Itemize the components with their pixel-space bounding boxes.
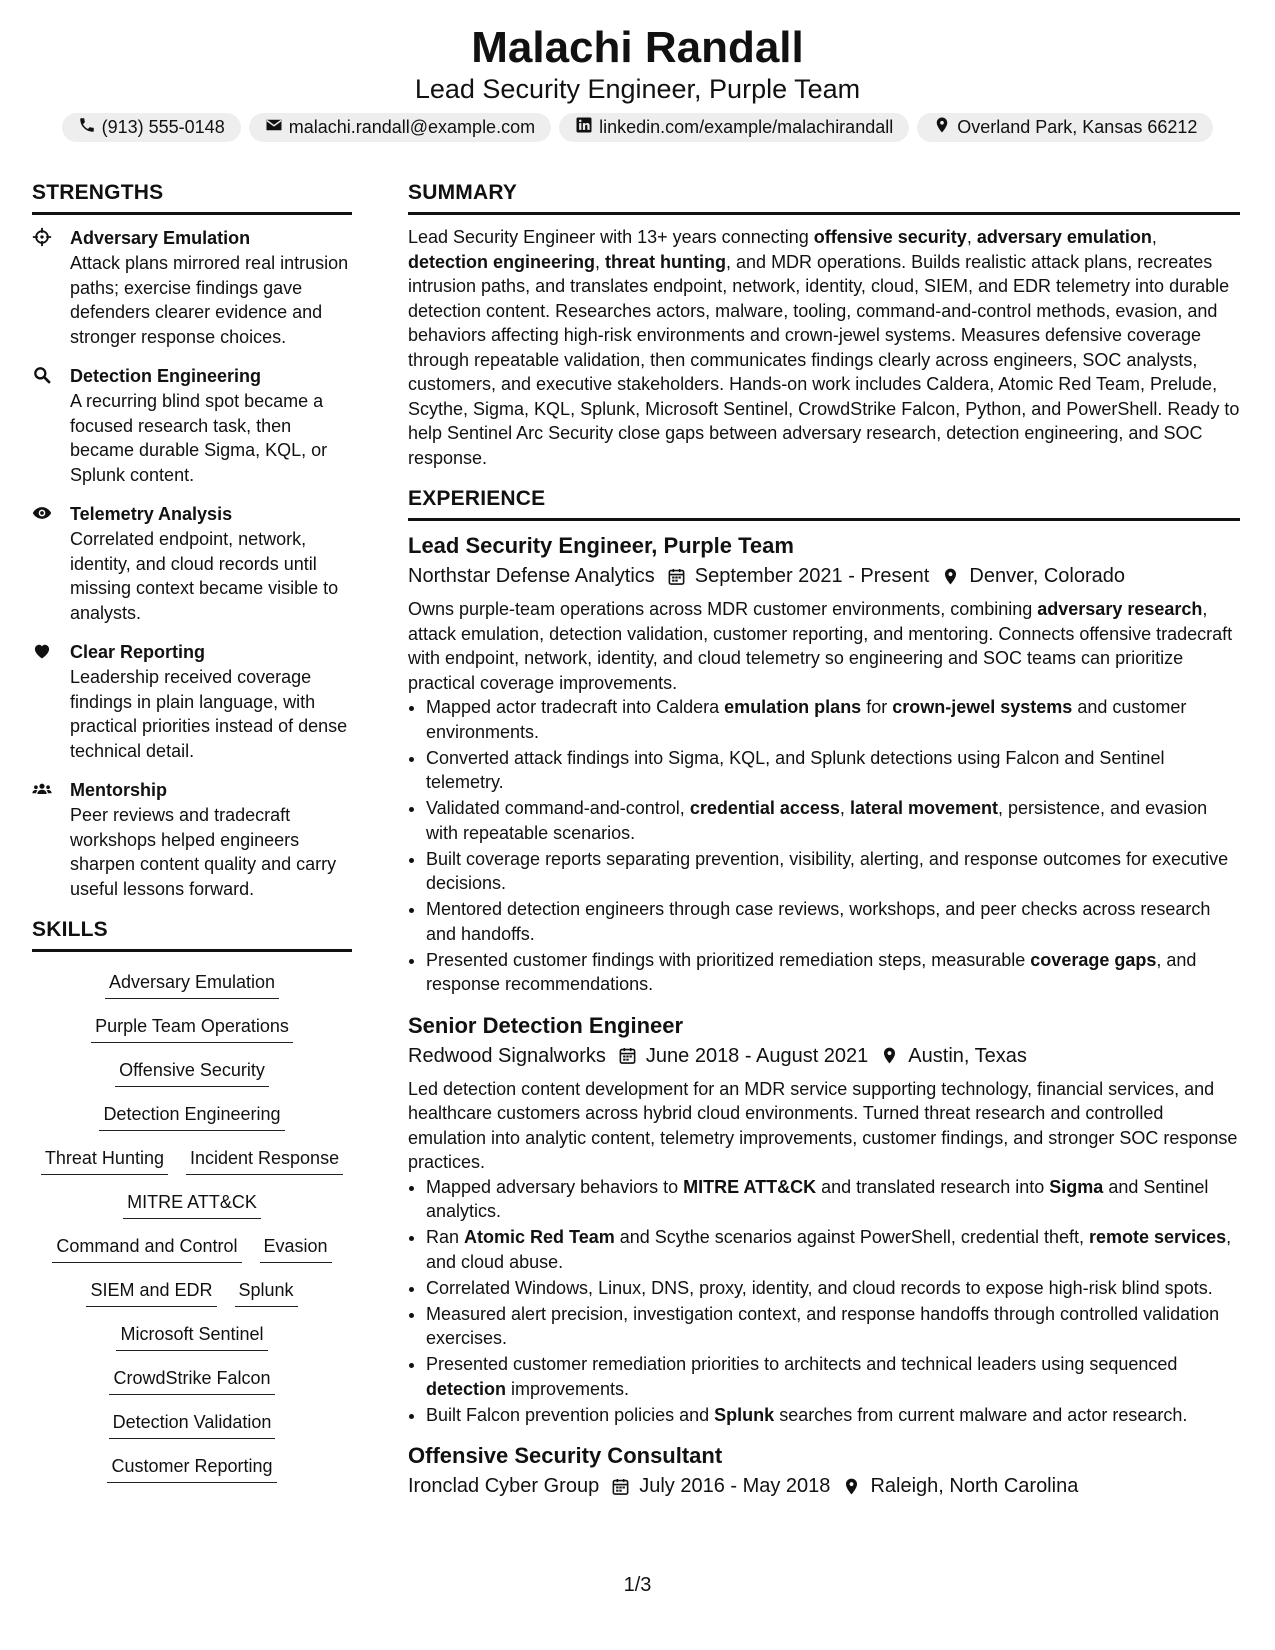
text-run: , and MDR operations. Builds realistic attack plans, recreates intrusion paths, and translates endpoint, network, identity, cloud, SIEM, and EDR telemetry into durable detection content. Researches actors, malware, tooling, command-and-control methods, evasion, and behaviors affecting high-risk environments and crown-jewel systems. Measures defensive coverage through repeatable validation, then communicates findings clearly across engineers, SOC analysts, customers, and executive stakeholders. Hands-on work includes Caldera, Atomic Red Team, Prelude, Scythe, Sigma, KQL, Splunk, Microsoft Sentinel, CrowdStrike Falcon, Python, and PowerShell. Ready to help Sentinel Arc Security close gaps between adversary research, detection engineering, and SOC response.: [408, 251, 1240, 468]
bold-phrase: offensive security: [813, 227, 967, 247]
location-pin-icon: [929, 567, 969, 586]
job-location: Denver, Colorado: [969, 565, 1126, 587]
text-run: Correlated Windows, Linux, DNS, proxy, identity, and cloud records to expose high-risk blind spots.: [426, 1277, 1213, 1298]
eye-icon: [32, 501, 70, 625]
text-run: improvements.: [506, 1378, 630, 1399]
bold-phrase: coverage gaps: [1030, 949, 1157, 970]
strength-title: Mentorship: [70, 780, 167, 800]
strength-description: Leadership received coverage findings in plain language, with practical priorities instead of dense technical detail.: [70, 667, 348, 761]
location-pin-icon: [830, 1477, 870, 1496]
strength-item: [32, 363, 352, 487]
job-bullet: [426, 1225, 1240, 1274]
strength-title: Adversary Emulation: [70, 228, 251, 248]
job-dates: July 2016 - May 2018: [639, 1475, 831, 1497]
strength-title: Telemetry Analysis: [70, 504, 233, 524]
contact-linkedin-text: linkedin.com/example/malachirandall: [599, 117, 894, 137]
job-location: Austin, Texas: [908, 1044, 1027, 1067]
skill-tag: Microsoft Sentinel: [116, 1321, 267, 1351]
strength-item: [32, 639, 352, 763]
job-description: [408, 1077, 1240, 1175]
job-bullet: [426, 695, 1240, 744]
contact-location: [917, 113, 1213, 142]
text-run: Measured alert precision, investigation context, and response handoffs through controlled validation exercises.: [426, 1303, 1220, 1348]
contact-phone[interactable]: [62, 113, 241, 142]
job-meta: [408, 561, 1240, 591]
skill-tag: Detection Engineering: [99, 1101, 284, 1131]
skill-tag: CrowdStrike Falcon: [109, 1365, 274, 1395]
text-run: for: [861, 697, 893, 717]
page-number: 1/3: [623, 1574, 652, 1596]
strength-item: [32, 777, 352, 901]
skill-tag: Adversary Emulation: [105, 969, 279, 999]
linkedin-icon: [575, 116, 593, 139]
text-run: , persistence, and evasion with repeatable scenarios.: [426, 798, 1208, 843]
text-run: Mapped adversary behaviors to: [426, 1176, 684, 1197]
skill-tag: Evasion: [260, 1233, 332, 1263]
text-run: and translated research into: [816, 1176, 1050, 1197]
summary-text: [408, 225, 1240, 470]
bold-phrase: adversary emulation: [976, 227, 1152, 247]
text-run: Lead Security Engineer with 13+ years connecting: [408, 227, 814, 247]
contact-linkedin[interactable]: [559, 113, 909, 142]
text-run: Presented customer findings with prioritized remediation steps, measurable: [426, 949, 1031, 970]
text-run: Built coverage reports separating prevention, visibility, alerting, and response outcomes for executive decisions.: [426, 848, 1229, 893]
calendar-icon: [599, 1477, 639, 1496]
job-bullet: [426, 746, 1240, 795]
bold-phrase: Atomic Red Team: [464, 1227, 615, 1247]
text-run: ,: [839, 798, 850, 818]
strength-title: Detection Engineering: [70, 366, 262, 386]
job-entry: [408, 531, 1240, 997]
phone-icon: [78, 116, 96, 139]
right-column: [408, 178, 1240, 1515]
job-bullet: [426, 948, 1240, 997]
bold-phrase: emulation plans: [724, 697, 862, 717]
bold-phrase: threat hunting: [605, 251, 727, 272]
bold-phrase: crown-jewel systems: [892, 697, 1073, 717]
text-run: and Sentinel analytics.: [426, 1176, 1209, 1221]
strength-item: [32, 225, 352, 349]
location-pin-icon: [868, 1046, 908, 1065]
text-run: Converted attack findings into Sigma, KQL, and Splunk detections using Falcon and Sentinel telemetry.: [426, 747, 1165, 792]
bold-phrase: credential access: [689, 798, 840, 818]
job-bullet: [426, 1276, 1240, 1301]
text-run: ,: [1151, 227, 1157, 247]
strength-item: [32, 501, 352, 625]
users-icon: [32, 777, 70, 901]
job-bullet: [426, 1352, 1240, 1401]
text-run: Mapped actor tradecraft into Caldera: [426, 697, 725, 717]
candidate-name: Malachi Randall: [471, 23, 804, 72]
strength-description: Peer reviews and tradecraft workshops helped engineers sharpen content quality and carry useful lessons forward.: [70, 805, 337, 899]
text-run: Mentored detection engineers through case reviews, workshops, and peer checks across research and handoffs.: [426, 899, 1211, 944]
contact-email-text: malachi.randall@example.com: [288, 117, 536, 137]
job-company: Redwood Signalworks: [408, 1044, 606, 1067]
strength-title: Clear Reporting: [70, 642, 206, 662]
job-title: Senior Detection Engineer: [408, 1012, 684, 1038]
location-pin-icon: [933, 116, 951, 139]
text-run: searches from current malware and actor research.: [774, 1404, 1188, 1425]
bold-phrase: Sigma: [1049, 1176, 1104, 1197]
contact-bar: [0, 113, 1275, 142]
contact-email[interactable]: [249, 113, 551, 142]
job-entry: [408, 1011, 1240, 1428]
summary-heading: SUMMARY: [408, 178, 1240, 215]
left-column: [32, 178, 352, 1490]
skill-tag: SIEM and EDR: [86, 1277, 216, 1307]
job-title: Offensive Security Consultant: [408, 1443, 723, 1468]
bold-phrase: detection engineering: [408, 251, 596, 272]
experience-heading: EXPERIENCE: [408, 484, 1240, 521]
text-run: , and response recommendations.: [426, 949, 1197, 994]
skill-tag: Command and Control: [52, 1233, 241, 1263]
text-run: ,: [595, 251, 606, 272]
strengths-heading: STRENGTHS: [32, 178, 352, 215]
job-company: Ironclad Cyber Group: [408, 1475, 600, 1497]
job-location: Raleigh, North Carolina: [870, 1475, 1079, 1497]
bold-phrase: Splunk: [714, 1404, 775, 1425]
envelope-icon: [265, 116, 283, 139]
job-meta: [408, 1041, 1240, 1071]
skill-tag: Purple Team Operations: [91, 1013, 293, 1043]
job-dates: September 2021 - Present: [694, 565, 930, 587]
job-description: [408, 597, 1240, 695]
text-run: ,: [966, 227, 977, 247]
text-run: Led detection content development for an MDR service supporting technology, financial services, and healthcare customers across hybrid cloud environments. Turned threat research and controlled emulation into analytic content, telemetry improvements, customer findings, and stronger SOC response practices.: [408, 1078, 1238, 1172]
text-run: and customer environments.: [426, 697, 1187, 742]
calendar-icon: [606, 1046, 646, 1065]
bold-phrase: remote services: [1089, 1227, 1227, 1247]
text-run: , attack emulation, detection validation, customer reporting, and mentoring. Connects offensive tradecraft with endpoint, network, identity, and cloud telemetry so engineering and SOC teams can prioritize practical coverage improvements.: [408, 599, 1233, 693]
job-bullets: [408, 1175, 1240, 1428]
text-run: Validated command-and-control,: [426, 798, 690, 818]
job-bullet: [426, 796, 1240, 845]
job-entry: [408, 1441, 1240, 1501]
skill-tag: Threat Hunting: [41, 1145, 168, 1175]
job-company: Northstar Defense Analytics: [408, 565, 655, 587]
job-bullet: [426, 847, 1240, 896]
bold-phrase: lateral movement: [849, 798, 998, 818]
skill-tag: MITRE ATT&CK: [123, 1189, 261, 1219]
job-dates: June 2018 - August 2021: [645, 1044, 869, 1067]
experience-list: [408, 531, 1240, 1501]
contact-phone-text: (913) 555-0148: [101, 117, 225, 137]
bold-phrase: adversary research: [1037, 599, 1203, 619]
bold-phrase: detection: [426, 1378, 507, 1399]
skill-tag: Detection Validation: [109, 1409, 276, 1439]
heart-icon: [32, 639, 70, 763]
text-run: , and cloud abuse.: [426, 1227, 1232, 1272]
text-run: Built Falcon prevention policies and: [426, 1404, 715, 1425]
job-bullet: [426, 897, 1240, 946]
contact-location-text: Overland Park, Kansas 66212: [957, 117, 1198, 137]
strength-description: Correlated endpoint, network, identity, and cloud records until missing context became visible to analysts.: [70, 529, 339, 623]
job-bullet: [426, 1403, 1240, 1428]
skill-tag: Customer Reporting: [107, 1453, 276, 1483]
candidate-headline: Lead Security Engineer, Purple Team: [414, 74, 861, 104]
job-bullets: [408, 695, 1240, 997]
job-bullet: [426, 1302, 1240, 1351]
skill-tag: Splunk: [235, 1277, 298, 1307]
job-title: Lead Security Engineer, Purple Team: [408, 533, 794, 558]
strength-description: A recurring blind spot became a focused research task, then became durable Sigma, KQL, or Splunk content.: [70, 391, 328, 485]
skill-tag: Incident Response: [186, 1145, 343, 1175]
skills-heading: SKILLS: [32, 915, 352, 952]
bold-phrase: MITRE ATT&CK: [683, 1176, 817, 1197]
text-run: Owns purple-team operations across MDR customer environments, combining: [408, 599, 1038, 619]
text-run: Presented customer remediation priorities to architects and technical leaders using sequenced: [426, 1354, 1178, 1374]
calendar-icon: [655, 567, 695, 586]
crosshair-icon: [32, 225, 70, 349]
job-bullet: [426, 1175, 1240, 1224]
text-run: and Scythe scenarios against PowerShell, credential theft,: [614, 1227, 1090, 1247]
job-meta: [408, 1471, 1240, 1501]
skills-list: [32, 962, 352, 1490]
skill-tag: Offensive Security: [115, 1057, 269, 1087]
magnifier-icon: [32, 363, 70, 487]
text-run: Ran: [426, 1227, 465, 1247]
strength-description: Attack plans mirrored real intrusion paths; exercise findings gave defenders clearer evidence and stronger response choices.: [70, 253, 349, 347]
